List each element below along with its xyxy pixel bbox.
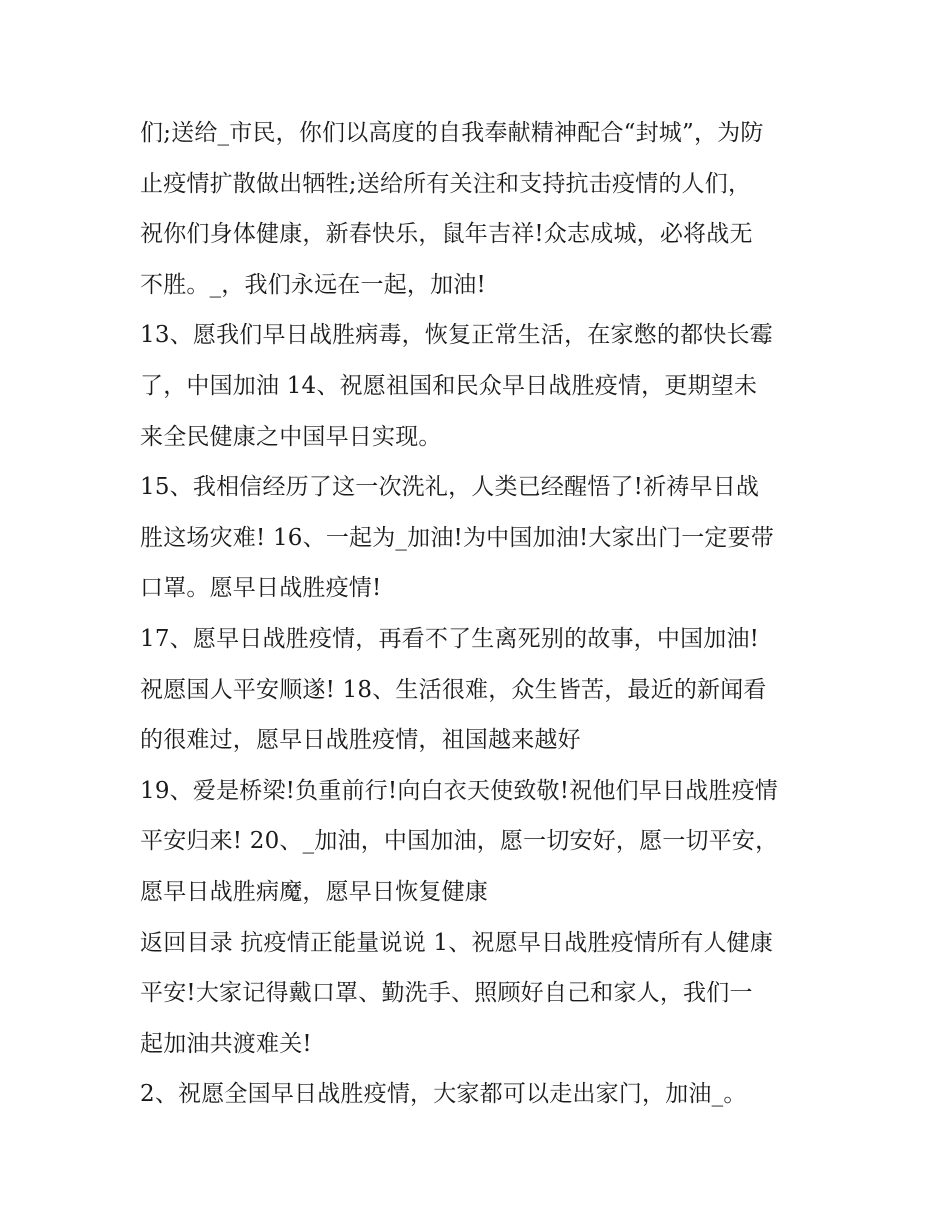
text-line: 返回目录 抗疫情正能量说说 1、祝愿早日战胜疫情所有人健康	[140, 929, 774, 956]
text-line: 了，中国加油 14、祝愿祖国和民众早日战胜疫情，更期望未	[140, 372, 758, 399]
text-line: 的很难过，愿早日战胜疫情，祖国越来越好	[140, 727, 581, 754]
text-line: 起加油共渡难关!	[140, 1030, 312, 1057]
text-line: 愿早日战胜病魔，愿早日恢复健康	[140, 878, 488, 905]
text-line: 19、爱是桥梁!负重前行!向白衣天使致敬!祝他们早日战胜疫情	[140, 777, 778, 804]
text-line: 来全民健康之中国早日实现。	[140, 423, 442, 450]
text-line: 口罩。愿早日战胜疫情!	[140, 575, 382, 602]
text-line: 不胜。_，我们永远在一起，加油!	[140, 271, 486, 298]
text-line: 祝愿国人平安顺遂! 18、生活很难，众生皆苦，最近的新闻看	[140, 676, 767, 703]
text-line: 平安!大家记得戴口罩、勤洗手、照顾好自己和家人，我们一	[140, 980, 753, 1007]
text-line: 17、愿早日战胜疫情，再看不了生离死别的故事，中国加油!	[140, 625, 760, 652]
text-line: 祝你们身体健康，新春快乐，鼠年吉祥!众志成城，必将战无	[140, 221, 753, 248]
text-line: 13、愿我们早日战胜病毒，恢复正常生活，在家憋的都快长霉	[140, 322, 773, 349]
text-line: 15、我相信经历了这一次洗礼，人类已经醒悟了!祈祷早日战	[140, 474, 760, 501]
text-line: 平安归来! 20、_加油，中国加油，愿一切安好，愿一切平安，	[140, 828, 779, 855]
text-line: 止疫情扩散做出牺牲;送给所有关注和支持抗击疫情的人们，	[140, 170, 752, 197]
document-body	[140, 108, 820, 1120]
text-line: 2、祝愿全国早日战胜疫情，大家都可以走出家门，加油_。	[140, 1081, 747, 1108]
text-line: 们;送给_市民，你们以高度的自我奉献精神配合“封城”，为防	[140, 120, 764, 146]
text-line: 胜这场灾难! 16、一起为_加油!为中国加油!大家出门一定要带	[140, 524, 775, 551]
